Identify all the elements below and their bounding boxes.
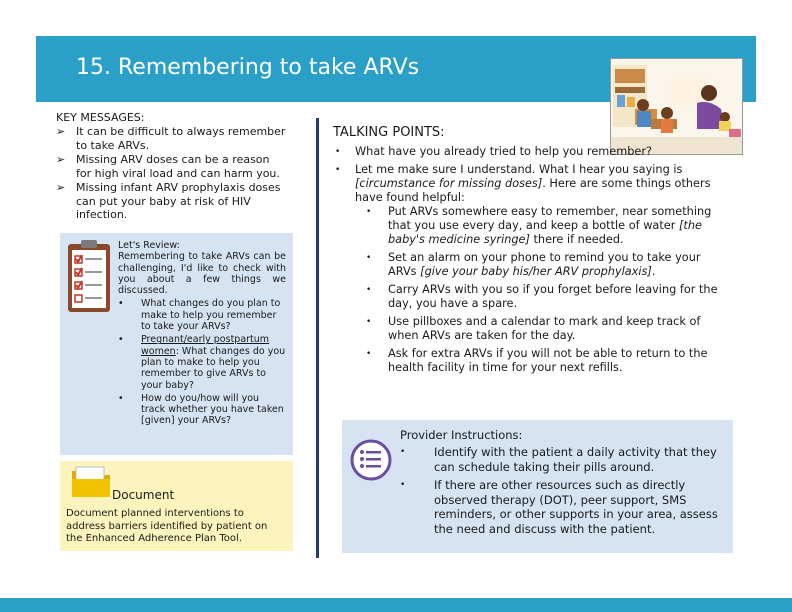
bullet-icon: • [366, 253, 372, 263]
review-content [118, 240, 286, 429]
review-question-label: Pregnant/early postpartum women [141, 334, 270, 357]
footer-bar [0, 598, 792, 612]
bullet-icon: • [366, 349, 372, 359]
key-message-item: ➢ Missing ARV doses can be a reason for high viral load and can harm you. [56, 153, 280, 180]
provider-list [400, 445, 720, 540]
provider-item: • If there are other resources such as directly observed therapy (DOT), peer support, SMS reminders, or other supports in your area, assess the need and discuss with the patient. [400, 478, 718, 536]
plan-tool-name: the Enhanced Adherence Plan Tool. [66, 533, 242, 544]
document-text: Document planned interventions to address barriers identified by patient on the Enhanced Adherence Plan Tool. [66, 508, 286, 546]
suggestion-item: • Put ARVs somewhere easy to remember, near something that you use every day, and keep a bottle of water [the baby's medicine syringe] there if needed. [366, 205, 712, 246]
provider-title: Provider Instructions: [400, 428, 523, 442]
bullet-icon: • [366, 317, 372, 327]
page-title: 15. Remembering to take ARVs [76, 55, 420, 80]
folder-icon [70, 465, 112, 499]
key-message-item: ➢ It can be difficult to always remember to take ARVs. [56, 125, 286, 152]
suggestions-list [355, 205, 720, 375]
suggestion-item: • Use pillboxes and a calendar to mark and keep track of when ARVs are taken for the day. [366, 315, 701, 342]
clipboard-checklist-icon [66, 238, 112, 314]
arrow-bullet-icon: ➢ [56, 181, 66, 194]
bullet-icon: • [335, 147, 341, 157]
review-question: • What changes do you plan to make to help you remember to take your ARVs? [118, 298, 281, 333]
talking-point: • What have you already tried to help you remember? [335, 145, 652, 158]
family-illustration-icon [611, 59, 743, 155]
key-messages-list [56, 125, 286, 223]
talking-points-title: TALKING POINTS: [333, 125, 445, 140]
review-questions [118, 298, 286, 426]
talking-point: • Let me make sure I understand. What I hear you saying is [circumstance for missing doses]. Here are some things others have found helpful: • Put ARVs somewhere easy to remember, near something that you use every day, and keep a bottle of water [the baby's medicine syringe] there if needed. • Set an alarm on your phone to remind you to take your ARVs [give your baby his/her ARV prophylaxis]. • Carry ARVs with you so if you forget before leaving for the day, you have a spare. • Use pillboxes and a calendar to mark and keep track of when ARVs are taken for the day. • Ask for extra ARVs if you will not be able to return to the health facility in time for your next refills. [335, 163, 720, 375]
review-question: • How do you/how will you track whether you have taken [given] your ARVs? [118, 392, 284, 427]
document-title: Document [112, 488, 175, 502]
bullet-icon: • [400, 447, 406, 457]
key-message-item: ➢ Missing infant ARV prophylaxis doses can put your baby at risk of HIV infection. [56, 181, 281, 221]
bullet-icon: • [335, 165, 341, 175]
bullet-icon: • [400, 480, 406, 490]
talking-points-list [335, 145, 720, 379]
bullet-icon: • [118, 298, 124, 310]
suggestion-item: • Carry ARVs with you so if you forget before leaving for the day, you have a spare. [366, 283, 718, 310]
arrow-bullet-icon: ➢ [56, 125, 66, 138]
provider-item: • Identify with the patient a daily activity that they can schedule taking their pills around. [400, 445, 717, 474]
suggestion-item: • Set an alarm on your phone to remind you to take your ARVs [give your baby his/her ARV prophylaxis]. [366, 251, 701, 278]
bullet-icon: • [366, 285, 372, 295]
review-question: • Pregnant/early postpartum women: What changes do you plan to make to help you remember to give ARVs to your baby? [118, 334, 286, 391]
family-illustration [610, 58, 743, 155]
review-heading: Let's Review: [118, 240, 180, 251]
review-intro: Remembering to take ARVs can be challenging, I'd like to check with you about a few things we discussed. [118, 251, 286, 297]
suggestion-item: • Ask for extra ARVs if you will not be able to return to the health facility in time for your next refills. [366, 347, 708, 374]
checklist-icon [350, 437, 392, 483]
arrow-bullet-icon: ➢ [56, 153, 66, 166]
bullet-icon: • [366, 207, 372, 217]
key-messages-title: KEY MESSAGES: [56, 111, 145, 124]
column-divider [316, 118, 319, 558]
bullet-icon: • [118, 392, 124, 404]
bullet-icon: • [118, 334, 124, 346]
